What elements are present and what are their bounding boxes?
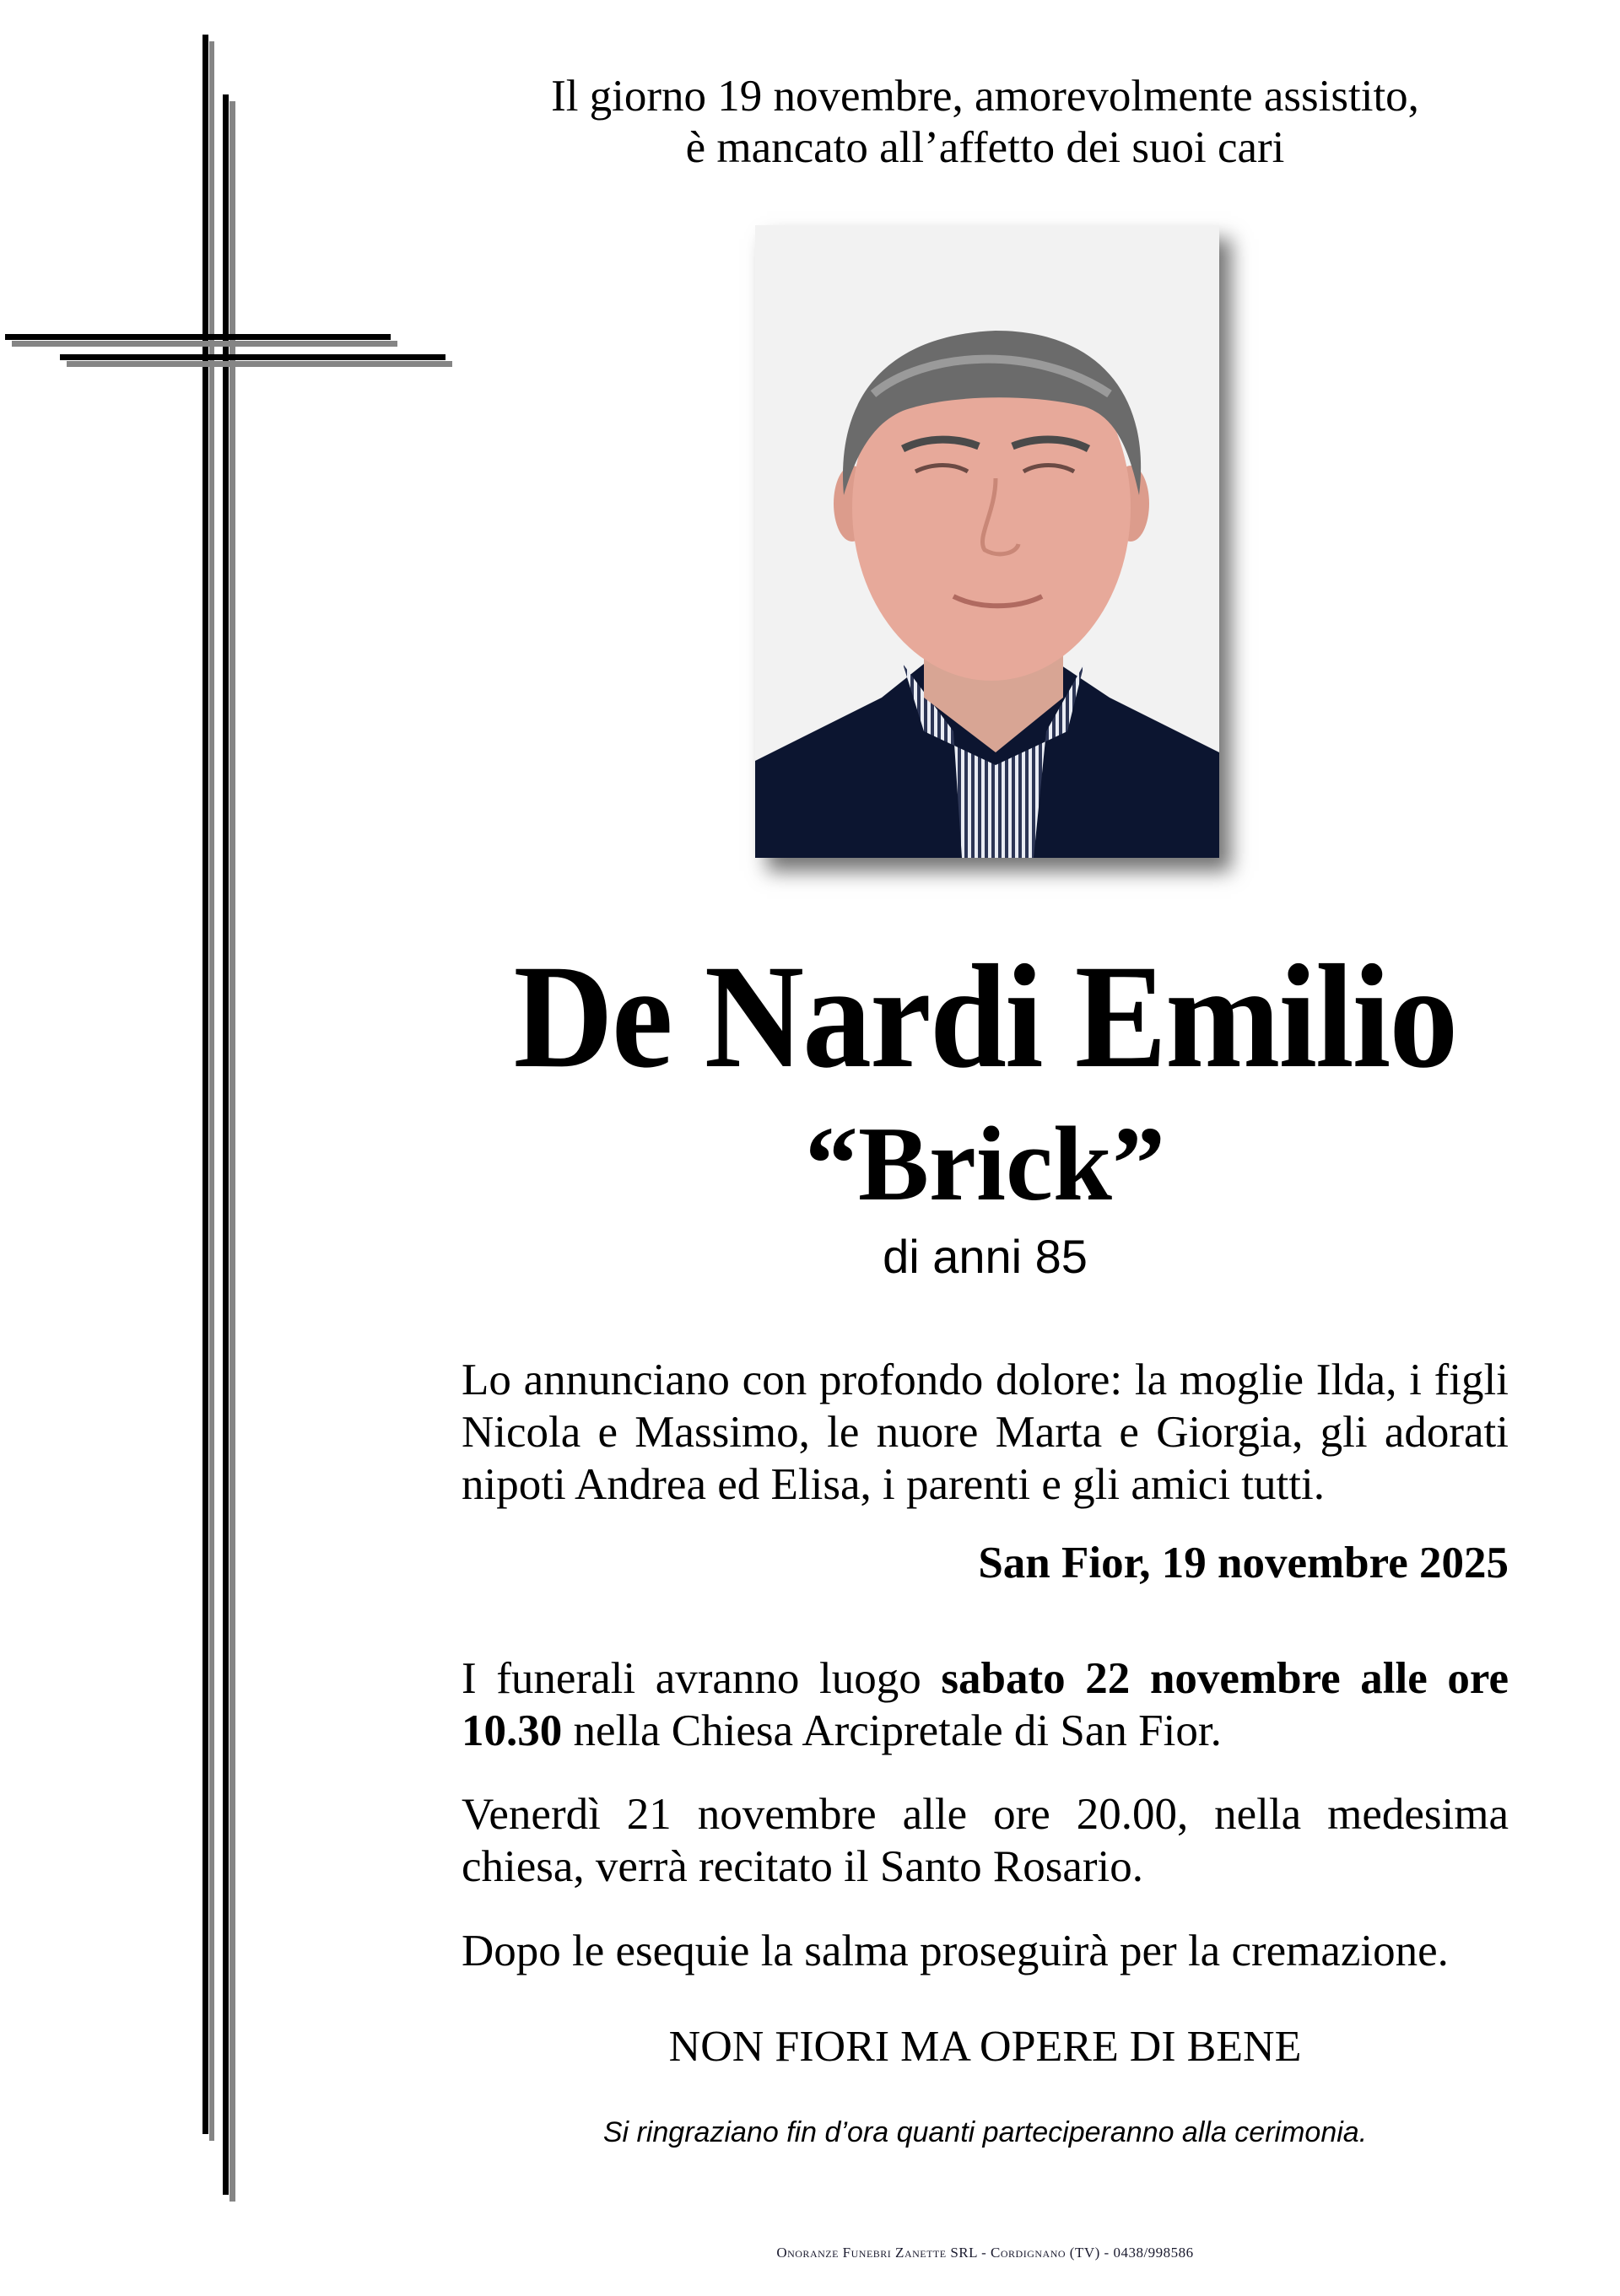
cross-horizontal-bar-2: [60, 354, 446, 360]
funeral-prefix: I funerali avranno luogo: [462, 1654, 942, 1703]
cross-horizontal-bar-1-shadow: [12, 341, 397, 347]
announcement-paragraph: [462, 1354, 1509, 1511]
funeral-home-footer: Onoranze Funebri Zanette SRL - Cordignano (TV) - 0438/998586: [776, 2245, 1194, 2261]
deceased-name: De Nardi Emilio: [513, 935, 1457, 1099]
place-date: San Fior, 19 novembre 2025: [978, 1539, 1509, 1587]
funeral-paragraph: [462, 1652, 1509, 1757]
rosary-text: Venerdì 21 novembre alle ore 20.00, nella medesima chiesa, verrà recitato il Santo Rosario.: [462, 1790, 1509, 1891]
cross-horizontal-bar-1: [5, 334, 391, 340]
funeral-datetime: sabato 22 novembre alle ore 10.30: [462, 1654, 1509, 1755]
funeral-suffix: nella Chiesa Arcipretale di San Fior.: [562, 1706, 1222, 1755]
cross-vertical-bar-2: [223, 94, 229, 2195]
nickname: “Brick”: [805, 1106, 1165, 1223]
cremation-paragraph: [462, 1925, 1509, 1977]
intro-line-2: è mancato all’affetto dei suoi cari: [685, 123, 1285, 172]
portrait-photo: [755, 225, 1219, 858]
cross-vertical-bar-1: [202, 35, 208, 2134]
cremation-text: Dopo le esequie la salma proseguirà per la cremazione.: [462, 1927, 1449, 1975]
cross-horizontal-bar-2-shadow: [67, 361, 452, 367]
intro-line-1: Il giorno 19 novembre, amorevolmente assistito,: [551, 72, 1419, 121]
cross-vertical-bar-2-shadow: [230, 101, 235, 2202]
donations-note: NON FIORI MA OPERE DI BENE: [668, 2023, 1302, 2071]
announcement-text: Lo annunciano con profondo dolore: la moglie Ilda, i figli Nicola e Massimo, le nuore Marta e Giorgia, gli adorati nipoti Andrea ed Elisa, i parenti e gli amici tutti.: [462, 1356, 1509, 1509]
rosary-paragraph: [462, 1788, 1509, 1893]
portrait-image: [755, 225, 1219, 858]
thanks-note: Si ringraziano fin d’ora quanti parteciperanno alla cerimonia.: [602, 2116, 1368, 2148]
intro-text: [462, 71, 1509, 174]
age-text: di anni 85: [883, 1230, 1088, 1283]
